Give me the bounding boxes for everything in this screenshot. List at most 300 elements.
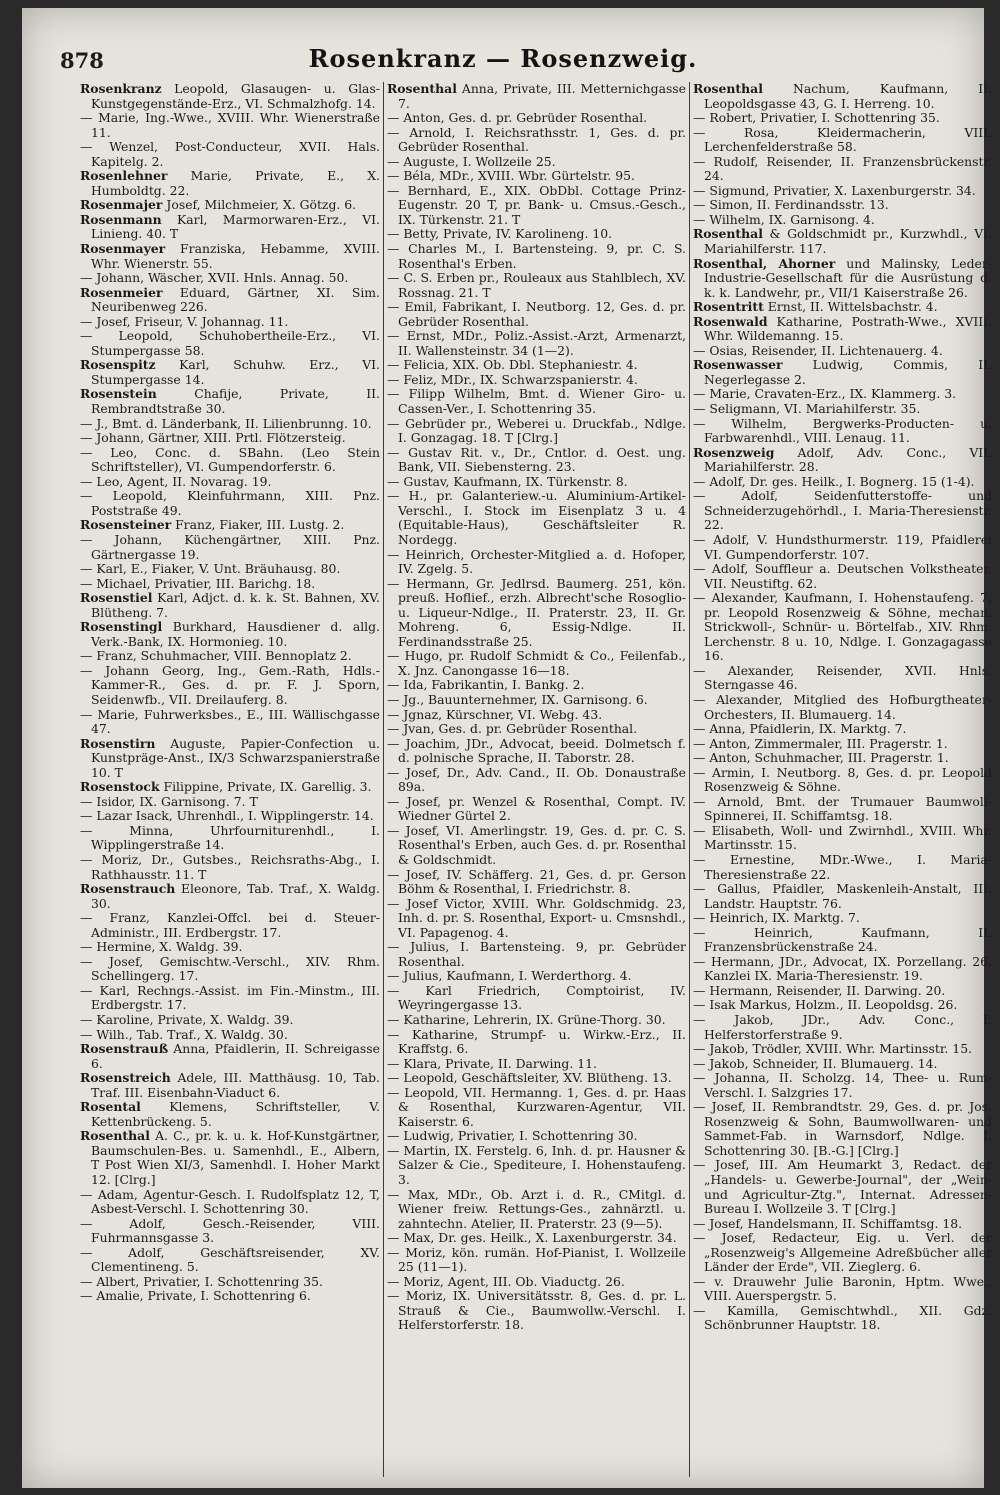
directory-entry <box>693 926 992 955</box>
entry-surname: Rosenstrauch <box>80 881 176 897</box>
entry-text: — Adam, Agentur-Gesch. I. Rudolfsplatz 12, T, Asbest-Verschl. I. Schottenring 30. <box>80 1186 380 1217</box>
entry-text: — Hermine, X. Waldg. 39. <box>80 939 243 955</box>
entry-text: — Hermann, Gr. Jedlrsd. Baumerg. 251, kön. preuß. Hoflief., erzh. Albrecht'sche Rosoglio- u. Liqueur-Ndlge., II. Praterstr. 23, II. Gr. Mohreng. 6, Essig-Ndlge. II. Ferdinandsstraße 25. <box>387 575 686 649</box>
directory-entry <box>387 329 686 358</box>
entry-text: — Ernestine, MDr.-Wwe., I. Maria-Theresienstraße 22. <box>693 851 992 882</box>
directory-entry <box>387 737 686 766</box>
directory-entry <box>387 271 686 300</box>
directory-entry <box>387 766 686 795</box>
entry-text: — Johanna, II. Scholzg. 14, Thee- u. Rum-Verschl. I. Salzgries 17. <box>693 1070 992 1100</box>
directory-entry <box>387 300 686 329</box>
directory-entry <box>387 1057 686 1072</box>
directory-entry <box>693 446 992 475</box>
entry-text: — Simon, II. Ferdinandsstr. 13. <box>693 197 889 213</box>
entry-text: — Marie, Ing.-Wwe., XVIII. Whr. Wienerstraße 11. <box>80 110 380 140</box>
entry-text: — Lazar Isack, Uhrenhdl., I. Wipplingerstr. 14. <box>80 808 374 824</box>
directory-entry <box>80 591 380 620</box>
entry-text: Burkhard, Hausdiener d. allg. Verk.-Bank, IX. Hormonieg. 10. <box>91 619 380 649</box>
directory-entry <box>80 737 380 781</box>
entry-text: Ernst, II. Wittelsbachstr. 4. <box>763 299 938 315</box>
directory-entry <box>80 955 380 984</box>
entry-surname: Rosenstreich <box>80 1070 171 1086</box>
entry-text: — Josef Victor, XVIII. Whr. Goldschmidg. 23, Inh. d. pr. S. Rosenthal, Export- u. Cmsnshdl., VI. Papagenog. 4. <box>387 895 686 940</box>
directory-entry <box>80 358 380 387</box>
entry-text: — Gebrüder pr., Weberei u. Druckfab., Ndlge. I. Gonzagag. 18. T [Clrg.] <box>387 415 686 446</box>
entry-text: — Robert, Privatier, I. Schottenring 35. <box>693 110 940 126</box>
directory-entry <box>693 155 992 184</box>
directory-entry <box>80 1188 380 1217</box>
directory-entry <box>387 1231 686 1246</box>
directory-entry <box>693 344 992 359</box>
directory-entry <box>80 562 380 577</box>
directory-entry <box>387 387 686 416</box>
entry-text: — Auguste, I. Wollzeile 25. <box>387 153 556 169</box>
entry-surname: Rosenthal <box>387 82 457 96</box>
entry-surname: Rosenstirn <box>80 735 156 751</box>
directory-entry <box>80 664 380 708</box>
directory-entry <box>693 766 992 795</box>
directory-entry <box>80 824 380 853</box>
directory-entry <box>387 1028 686 1057</box>
entry-text: — Max, Dr. ges. Heilk., X. Laxenburgerstr. 34. <box>387 1230 677 1246</box>
entry-text: A. C., pr. k. u. k. Hof-Kunstgärtner, Baumschulen-Bes. u. Samenhdl., E., Albern, T Post Wien XI/3, Samenhdl. I. Hoher Markt 12. [Clrg.] <box>91 1128 380 1188</box>
directory-entry <box>693 475 992 490</box>
directory-entry <box>693 315 992 344</box>
directory-entry <box>80 780 380 795</box>
directory-entry <box>80 1100 380 1129</box>
directory-entry <box>80 518 380 533</box>
entry-text: — Max, MDr., Ob. Arzt i. d. R., CMitgl. d. Wiener freiw. Rettungs-Ges., zahnärztl. u. zahntechn. Atelier, II. Praterstr. 23 (9—5). <box>387 1186 686 1231</box>
entry-text: — Jakob, Schneider, II. Blumauerg. 14. <box>693 1055 938 1071</box>
directory-entry <box>387 373 686 388</box>
directory-entry <box>693 664 992 693</box>
directory-entry <box>80 1028 380 1043</box>
entry-text: — Hermann, Reisender, II. Darwing. 20. <box>693 982 946 998</box>
directory-entry <box>387 969 686 984</box>
entry-text: — Anna, Pfaidlerin, IX. Marktg. 7. <box>693 721 907 737</box>
directory-entry <box>693 955 992 984</box>
directory-entry <box>387 1188 686 1232</box>
directory-entry <box>387 1129 686 1144</box>
entry-text: — Alexander, Kaufmann, I. Hohenstaufeng. 7, pr. Leopold Rosenzweig & Söhne, mechan. Strickwoll-, Schnür- u. Börtelfab., XIV. Rhm. Lerchenstr. 8 u. 10, Ndlge. I. Gonzagagasse 16. <box>693 590 992 664</box>
entry-surname: Rosentritt <box>693 299 764 315</box>
directory-entry <box>387 897 686 941</box>
directory-entry <box>387 1013 686 1028</box>
entry-text: — Leopold, Schuhobertheile-Erz., VI. Stumpergasse 58. <box>80 328 380 358</box>
entry-text: — Ida, Fabrikantin, I. Bankg. 2. <box>387 677 585 693</box>
directory-entry <box>693 1100 992 1158</box>
entry-surname: Rosenstein <box>80 386 157 402</box>
entry-text: — Jakob, Trödler, XVIII. Whr. Martinsstr. 15. <box>693 1041 973 1057</box>
entry-text: — Johann, Küchengärtner, XIII. Pnz. Gärtnergasse 19. <box>80 531 380 562</box>
directory-entry <box>80 533 380 562</box>
entry-text: — Marie, Cravaten-Erz., IX. Klammerg. 3. <box>693 386 957 402</box>
entry-text: — Charles M., I. Bartensteing. 9, pr. C. S. Rosenthal's Erben. <box>387 241 686 271</box>
directory-entry <box>387 242 686 271</box>
entry-surname: Rosenthal <box>693 82 763 96</box>
entry-text: Karl, Adjct. d. k. k. St. Bahnen, XV. Blütheng. 7. <box>91 590 380 620</box>
directory-entry <box>693 1071 992 1100</box>
directory-entry <box>80 620 380 649</box>
entry-text: — Johann, Gärtner, XIII. Prtl. Flötzersteig. <box>80 430 346 446</box>
entry-text: — Klara, Private, II. Darwing. 11. <box>387 1055 597 1071</box>
entry-text: — Marie, Fuhrwerksbes., E., III. Wällischgasse 47. <box>80 706 380 737</box>
entry-text: — Kamilla, Gemischtwhdl., XII. Gdz. Schönbrunner Hauptstr. 18. <box>693 1302 992 1333</box>
directory-entry <box>693 751 992 766</box>
entry-text: — Hugo, pr. Rudolf Schmidt & Co., Feilenfab., X. Jnz. Canongasse 16—18. <box>387 648 686 678</box>
entry-text: Klemens, Schriftsteller, V. Kettenbrückeng. 5. <box>91 1099 380 1129</box>
directory-entry <box>80 1289 380 1304</box>
entry-surname: Rosenmayer <box>80 241 166 257</box>
directory-entry <box>80 1071 380 1100</box>
directory-entry <box>693 417 992 446</box>
entry-text: — Filipp Wilhelm, Bmt. d. Wiener Giro- u. Cassen-Ver., I. Schottenring 35. <box>387 386 686 417</box>
directory-entry <box>80 446 380 475</box>
entry-text: — Anton, Ges. d. pr. Gebrüder Rosenthal. <box>387 110 648 126</box>
entry-text: — Martin, IX. Ferstelg. 6, Inh. d. pr. Hausner & Salzer & Cie., Spediteure, I. Hohenstaufeng. 3. <box>387 1142 686 1188</box>
entry-text: & Goldschmidt pr., Kurzwhdl., VI. Mariahilferstr. 117. <box>704 226 992 257</box>
entry-columns <box>77 82 997 1477</box>
entry-text: Marie, Private, E., X. Humboldtg. 22. <box>91 168 380 198</box>
entry-text: Adele, III. Matthäusg. 10, Tab. Traf. III. Eisenbahn-Viaduct 6. <box>91 1070 380 1100</box>
entry-surname: Rosenwasser <box>693 357 783 373</box>
directory-entry <box>387 722 686 737</box>
directory-entry <box>387 358 686 373</box>
entry-text: — Leopold, VII. Hermanng. 1, Ges. d. pr. Haas & Rosenthal, Kurzwaren-Agentur, VII. Kaiserstr. 6. <box>387 1084 686 1129</box>
directory-entry <box>693 111 992 126</box>
entry-text: — Elisabeth, Woll- und Zwirnhdl., XVIII. Whr. Martinsstr. 15. <box>693 822 992 853</box>
directory-entry <box>693 795 992 824</box>
entry-text: — Armin, I. Neutborg. 8, Ges. d. pr. Leopold Rosenzweig & Söhne. <box>693 764 992 795</box>
entry-text: — Wilh., Tab. Traf., X. Waldg. 30. <box>80 1026 288 1042</box>
directory-entry <box>693 853 992 882</box>
directory-entry <box>387 708 686 723</box>
entry-text: — Adolf, Seidenfutterstoffe- und Schneiderzugehörhdl., I. Maria-Theresienstr. 22. <box>693 488 992 533</box>
directory-entry <box>80 1129 380 1187</box>
entry-surname: Rosenkranz <box>80 82 162 96</box>
directory-entry <box>80 809 380 824</box>
entry-text: — Moriz, Dr., Gutsbes., Reichsraths-Abg., I. Rathhausstr. 11. T <box>80 851 380 882</box>
entry-text: — Katharine, Lehrerin, IX. Grüne-Thorg. 30. <box>387 1012 666 1027</box>
entry-text: — Josef, Friseur, V. Johannag. 11. <box>80 313 289 329</box>
directory-entry <box>387 475 686 490</box>
entry-surname: Rosental <box>80 1099 141 1115</box>
entry-text: — Adolf, Dr. ges. Heilk., I. Bognerg. 15 (1-4). <box>693 473 975 489</box>
entry-surname: Rosenstingl <box>80 619 163 635</box>
directory-entry <box>693 1158 992 1216</box>
entry-text: — Leopold, Kleinfuhrmann, XIII. Pnz. Poststraße 49. <box>80 488 380 518</box>
directory-entry <box>387 446 686 475</box>
entry-surname: Rosenmeier <box>80 284 163 300</box>
directory-entry <box>80 940 380 955</box>
directory-entry <box>387 1275 686 1290</box>
directory-entry <box>80 140 380 169</box>
directory-entry <box>387 548 686 577</box>
directory-entry <box>693 693 992 722</box>
directory-entry <box>693 387 992 402</box>
entry-text: Anna, Private, III. Metternichgasse 7. <box>398 82 686 111</box>
entry-text: — Katharine, Strumpf- u. Wirkw.-Erz., II. Kraffstg. 6. <box>387 1026 686 1057</box>
entry-text: Franz, Fiaker, III. Lustg. 2. <box>171 517 345 533</box>
directory-entry <box>80 242 380 271</box>
directory-entry <box>693 998 992 1013</box>
entry-text: — Jgnaz, Kürschner, VI. Webg. 43. <box>387 706 603 722</box>
entry-text: — Josef, II. Rembrandtstr. 29, Ges. d. pr. Jos. Rosenzweig & Sohn, Baumwollwaren- und Sammet-Fab. in Warnsdorf, Ndlge. I. Schottenring 30. [B.-G.] [Clrg.] <box>693 1099 992 1158</box>
directory-entry <box>693 82 992 111</box>
entry-text: Leopold, Glasaugen- u. Glas-Kunstgegenstände-Erz., VI. Schmalzhofg. 14. <box>91 82 380 111</box>
directory-entry <box>693 198 992 213</box>
entry-text: — Alexander, Reisender, XVII. Hnls. Sterngasse 46. <box>693 662 992 693</box>
entry-text: Adolf, Adv. Conc., VII. Mariahilferstr. 28. <box>704 444 992 475</box>
directory-entry <box>80 1042 380 1071</box>
entry-text: — Anton, Zimmermaler, III. Pragerstr. 1. <box>693 735 948 751</box>
entry-text: — Michael, Privatier, III. Barichg. 18. <box>80 575 316 591</box>
entry-text: — Jg., Bauunternehmer, IX. Garnisong. 6. <box>387 691 648 707</box>
directory-entry <box>693 737 992 752</box>
directory-entry <box>387 1144 686 1188</box>
entry-text: — Heinrich, IX. Marktg. 7. <box>693 910 860 926</box>
directory-entry <box>387 1086 686 1130</box>
entry-text: — Josef, Redacteur, Eig. u. Verl. der „Rosenzweig's Allgemeine Adreßbücher aller Länder der Erde", VII. Zieglerg. 6. <box>693 1230 992 1275</box>
entry-text: — Karl Friedrich, Comptoirist, IV. Weyringergasse 13. <box>387 982 686 1013</box>
entry-text: — Alexander, Mitglied des Hofburgtheater-Orchesters, II. Blumauerg. 14. <box>693 691 992 722</box>
directory-entry <box>693 1304 992 1333</box>
entry-surname: Rosenstiel <box>80 590 153 606</box>
entry-text: — Jvan, Ges. d. pr. Gebrüder Rosenthal. <box>387 721 638 737</box>
directory-entry <box>387 169 686 184</box>
directory-entry <box>80 329 380 358</box>
entry-text: — Hermann, JDr., Advocat, IX. Porzellang. 26, Kanzlei IX. Maria-Theresienstr. 19. <box>693 953 992 984</box>
entry-text: — Gallus, Pfaidler, Maskenleih-Anstalt, III. Landstr. Hauptstr. 76. <box>693 881 992 911</box>
entry-text: Anna, Pfaidlerin, II. Schreigasse 6. <box>91 1041 380 1071</box>
directory-entry <box>387 184 686 228</box>
entry-text: Nachum, Kaufmann, II. Leopoldsgasse 43, G. I. Herreng. 10. <box>704 82 992 111</box>
entry-text: — Gustav Rit. v., Dr., Cntlor. d. Oest. ung. Bank, VII. Siebensterng. 23. <box>387 444 686 475</box>
entry-text: — Josef, Dr., Adv. Cand., II. Ob. Donaustraße 89a. <box>387 764 686 795</box>
entry-text: — Franz, Kanzlei-Offcl. bei d. Steuer-Administr., III. Erdbergstr. 17. <box>80 910 380 940</box>
directory-entry <box>80 708 380 737</box>
directory-entry <box>693 1013 992 1042</box>
entry-text: — Ludwig, Privatier, I. Schottenring 30. <box>387 1128 638 1144</box>
entry-text: — Josef, IV. Schäfferg. 21, Ges. d. pr. Gerson Böhm & Rosenthal, I. Friedrichstr. 8. <box>387 866 686 897</box>
entry-surname: Rosenmajer <box>80 197 163 213</box>
entry-text: — Johann, Wäscher, XVII. Hnls. Annag. 50. <box>80 270 349 286</box>
entry-surname: Rosenzweig <box>693 444 775 460</box>
directory-entry <box>693 257 992 301</box>
directory-entry <box>80 577 380 592</box>
directory-entry <box>387 678 686 693</box>
directory-entry <box>80 315 380 330</box>
directory-entry <box>387 1246 686 1275</box>
entry-surname: Rosenstrauß <box>80 1041 169 1057</box>
entry-text: — Leopold, Geschäftsleiter, XV. Blütheng. 13. <box>387 1070 672 1086</box>
entry-surname: Rosenthal <box>80 1128 150 1144</box>
directory-entry <box>80 111 380 140</box>
entry-text: — C. S. Erben pr., Rouleaux aus Stahlblech, XV. Rossnag. 21. T <box>387 270 686 300</box>
directory-entry <box>80 1246 380 1275</box>
directory-entry <box>387 227 686 242</box>
entry-surname: Rosenstock <box>80 779 160 795</box>
entry-text: — Isidor, IX. Garnisong. 7. T <box>80 793 258 809</box>
directory-entry <box>693 489 992 533</box>
directory-entry <box>387 1289 686 1333</box>
directory-entry <box>693 882 992 911</box>
entry-text: — Josef, III. Am Heumarkt 3, Redact. der „Handels- u. Gewerbe-Journal", der „Wein- und Agricultur-Ztg.", Internat. Adressen-Bureau I. Wollzeile 3. T [Clrg.] <box>693 1157 992 1217</box>
directory-entry <box>80 882 380 911</box>
entry-text: — Johann Georg, Ing., Gem.-Rath, Hdls.-Kammer-R., Ges. d. pr. F. J. Sporn, Seidenwfb., VII. Dreilauferg. 8. <box>80 662 380 707</box>
entry-text: — Karl, E., Fiaker, V. Unt. Bräuhausg. 80. <box>80 561 341 577</box>
entry-text: — Bernhard, E., XIX. ObDbl. Cottage Prinz-Eugenstr. 20 T, pr. Bank- u. Cmsus.-Gesch., IX. Türkenstr. 21. T <box>387 182 686 227</box>
directory-entry <box>387 824 686 868</box>
entry-surname: Rosenspitz <box>80 357 156 373</box>
directory-entry <box>387 489 686 547</box>
entry-text: — Seligmann, VI. Mariahilferstr. 35. <box>693 401 921 417</box>
directory-entry <box>80 1217 380 1246</box>
directory-entry <box>80 213 380 242</box>
directory-entry <box>693 1042 992 1057</box>
directory-entry <box>80 271 380 286</box>
page-number: 878 <box>60 48 104 73</box>
entry-text: Eduard, Gärtner, XI. Sim. Neuribenweg 226. <box>91 284 380 315</box>
entry-text: — Betty, Private, IV. Karolineng. 10. <box>387 226 613 242</box>
directory-entry <box>693 184 992 199</box>
entry-surname: Rosenmann <box>80 211 162 227</box>
entry-text: — Leo, Conc. d. SBahn. (Leo Stein Schriftsteller), VI. Gumpendorferstr. 6. <box>80 444 380 475</box>
column-1 <box>77 82 383 1477</box>
directory-entry <box>387 417 686 446</box>
directory-entry <box>387 126 686 155</box>
directory-entry <box>693 722 992 737</box>
directory-entry <box>693 824 992 853</box>
entry-text: Katharine, Postrath-Wwe., XVIII. Whr. Wildemanng. 15. <box>704 313 992 344</box>
column-2 <box>383 82 689 1477</box>
directory-entry <box>693 227 992 256</box>
entry-text: — Arnold, I. Reichsrathsstr. 1, Ges. d. pr. Gebrüder Rosenthal. <box>387 124 686 155</box>
directory-entry <box>693 402 992 417</box>
entry-text: — Josef, Handelsmann, II. Schiffamtsg. 18. <box>693 1215 963 1231</box>
directory-entry <box>387 1071 686 1086</box>
entry-text: — Minna, Uhrfourniturenhdl., I. Wipplingerstraße 14. <box>80 822 380 853</box>
entry-surname: Rosenwald <box>693 313 768 329</box>
entry-text: — H., pr. Galanteriew.-u. Aluminium-Artikel-Verschl., I. Stock im Eisenplatz 3 u. 4 (Equitable-Haus), Geschäftsleiter R. Nordegg. <box>387 488 686 547</box>
directory-entry <box>80 853 380 882</box>
directory-entry <box>80 286 380 315</box>
entry-surname: Rosenthal, Ahorner <box>693 255 836 271</box>
entry-text: — Josef, pr. Wenzel & Rosenthal, Compt. IV. Wiedner Gürtel 2. <box>387 793 686 824</box>
entry-text: Josef, Milchmeier, X. Götzg. 6. <box>162 197 357 213</box>
directory-entry <box>80 475 380 490</box>
directory-page <box>22 8 992 1488</box>
directory-entry <box>693 911 992 926</box>
directory-entry <box>80 169 380 198</box>
entry-text: — Béla, MDr., XVIII. Wbr. Gürtelstr. 95. <box>387 168 635 184</box>
entry-text: — Isak Markus, Holzm., II. Leopoldsg. 26. <box>693 997 958 1013</box>
column-3 <box>689 82 995 1477</box>
directory-entry <box>693 358 992 387</box>
entry-text: — Gustav, Kaufmann, IX. Türkenstr. 8. <box>387 473 628 489</box>
entry-text: — Wilhelm, IX. Garnisong. 4. <box>693 211 875 227</box>
directory-entry <box>80 911 380 940</box>
directory-entry <box>387 155 686 170</box>
directory-entry <box>693 533 992 562</box>
directory-entry <box>387 868 686 897</box>
entry-surname: Rosensteiner <box>80 517 172 533</box>
entry-text: — v. Drauwehr Julie Baronin, Hptm. Wwe., VIII. Auerspergstr. 5. <box>693 1273 992 1304</box>
directory-entry <box>80 198 380 213</box>
entry-text: — Rudolf, Reisender, II. Franzensbrückenstr. 24. <box>693 153 992 184</box>
directory-entry <box>693 1275 992 1304</box>
entry-text: — Felicia, XIX. Ob. Dbl. Stephaniestr. 4. <box>387 357 638 373</box>
entry-text: — Moriz, IX. Universitätsstr. 8, Ges. d. pr. L. Strauß & Cie., Baumwollw.-Verschl. I. Helferstorferstr. 18. <box>387 1288 686 1333</box>
directory-entry <box>80 649 380 664</box>
directory-entry <box>387 82 686 111</box>
directory-entry <box>80 1013 380 1028</box>
entry-text: — Moriz, Agent, III. Ob. Viaductg. 26. <box>387 1273 625 1289</box>
directory-entry <box>80 417 380 432</box>
entry-text: — Karoline, Private, X. Waldg. 39. <box>80 1012 294 1027</box>
entry-text: — Karl, Rechngs.-Assist. im Fin.-Minstm., III. Erdbergstr. 17. <box>80 982 380 1013</box>
entry-text: — Moriz, kön. rumän. Hof-Pianist, I. Wollzeile 25 (11—1). <box>387 1244 686 1275</box>
entry-text: — Jakob, JDr., Adv. Conc., I. Helferstorferstraße 9. <box>693 1012 992 1042</box>
entry-text: Filippine, Private, IX. Garellig. 3. <box>159 779 372 795</box>
entry-text: — Ernst, MDr., Poliz.-Assist.-Arzt, Armenarzt, II. Wallensteinstr. 34 (1—2). <box>387 328 686 358</box>
directory-entry <box>80 489 380 518</box>
entry-text: — Julius, Kaufmann, I. Werderthorg. 4. <box>387 968 632 984</box>
entry-text: Chafije, Private, II. Rembrandtstraße 30. <box>91 386 380 417</box>
entry-text: — Julius, I. Bartensteing. 9, pr. Gebrüder Rosenthal. <box>387 939 686 969</box>
entry-text: — Adolf, Geschäftsreisender, XV. Clementineng. 5. <box>80 1244 380 1275</box>
directory-entry <box>693 562 992 591</box>
entry-text: — Amalie, Private, I. Schottenring 6. <box>80 1288 311 1304</box>
entry-surname: Rosenthal <box>693 226 763 242</box>
directory-entry <box>80 1275 380 1290</box>
entry-text: — Josef, Gemischtw.-Verschl., XIV. Rhm. Schellingerg. 17. <box>80 953 380 984</box>
entry-text: — Franz, Schuhmacher, VIII. Bennoplatz 2. <box>80 648 352 664</box>
entry-text: — Adolf, Gesch.-Reisender, VIII. Fuhrmannsgasse 3. <box>80 1215 380 1246</box>
directory-entry <box>80 82 380 111</box>
entry-text: — Wenzel, Post-Conducteur, XVII. Hals. Kapitelg. 2. <box>80 139 380 169</box>
directory-entry <box>80 387 380 416</box>
entry-text: — Wilhelm, Bergwerks-Producten- u. Farbwarenhdl., VIII. Lenaug. 11. <box>693 415 992 446</box>
directory-entry <box>693 126 992 155</box>
entry-text: Eleonore, Tab. Traf., X. Waldg. 30. <box>91 881 380 911</box>
directory-entry <box>693 1217 992 1232</box>
entry-text: — Anton, Schuhmacher, III. Pragerstr. 1. <box>693 750 949 766</box>
directory-entry <box>80 984 380 1013</box>
directory-entry <box>693 984 992 999</box>
entry-text: — Adolf, V. Hundsthurmerstr. 119, Pfaidlerei VI. Gumpendorferstr. 107. <box>693 531 992 562</box>
entry-text: Karl, Marmorwaren-Erz., VI. Linieng. 40. T <box>91 211 380 242</box>
entry-text: — Albert, Privatier, I. Schottenring 35. <box>80 1273 323 1289</box>
entry-surname: Rosenlehner <box>80 168 168 184</box>
entry-text: — J., Bmt. d. Länderbank, II. Lilienbrunng. 10. <box>80 415 372 431</box>
entry-text: — Sigmund, Privatier, X. Laxenburgerstr. 34. <box>693 182 976 198</box>
directory-entry <box>693 1231 992 1275</box>
entry-text: und Malinsky, Leder-Industrie-Gesellschaft für die Ausrüstung d. k. k. Landwehr, pr., VII/1 Kaiserstraße 26. <box>704 255 992 300</box>
directory-entry <box>80 431 380 446</box>
page-heading: Rosenkranz — Rosenzweig. <box>308 44 698 73</box>
directory-entry <box>387 577 686 650</box>
directory-entry <box>693 213 992 228</box>
directory-entry <box>80 795 380 810</box>
directory-entry <box>387 111 686 126</box>
entry-text: Franziska, Hebamme, XVIII. Whr. Wienerstr. 55. <box>91 241 380 271</box>
directory-entry <box>693 1057 992 1072</box>
directory-entry <box>387 940 686 969</box>
entry-text: — Feliz, MDr., IX. Schwarzspanierstr. 4. <box>387 371 638 387</box>
entry-text: Ludwig, Commis, II. Negerlegasse 2. <box>704 357 992 387</box>
entry-text: — Adolf, Souffleur a. Deutschen Volkstheater, VII. Neustiftg. 62. <box>693 561 992 591</box>
